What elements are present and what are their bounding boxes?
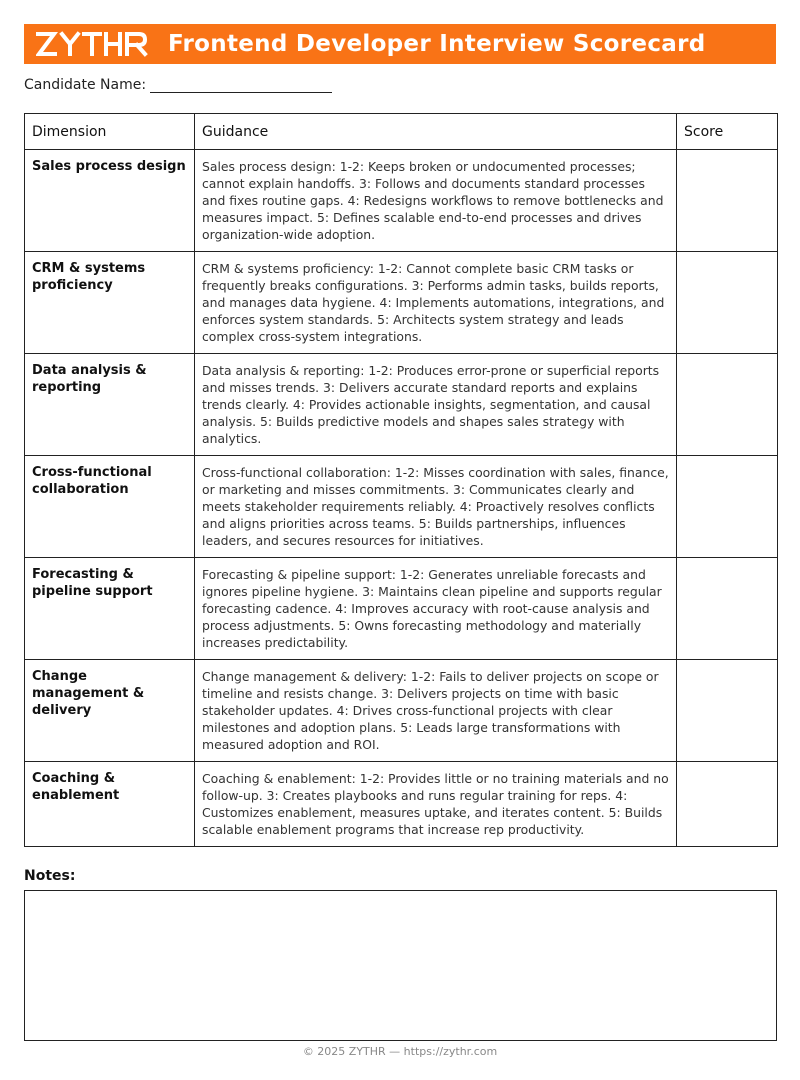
guidance-cell: Cross-functional collaboration: 1-2: Misses coordination with sales, finance, or marketing and misses commitments. 3: Communicates clearly and meets stakeholder requirements reliably. 4: Proactively resolves conflicts and aligns priorities across teams. 5: Builds partnerships, influences leaders, and secures resources for initiatives. xyxy=(195,456,677,558)
candidate-name-line[interactable] xyxy=(150,77,332,93)
notes-label: Notes: xyxy=(24,868,76,884)
column-header-score: Score xyxy=(677,114,778,150)
table-row xyxy=(25,252,778,354)
dimension-cell: Coaching & enablement xyxy=(25,762,195,847)
table-row xyxy=(25,558,778,660)
dimension-cell: Forecasting & pipeline support xyxy=(25,558,195,660)
guidance-cell: Data analysis & reporting: 1-2: Produces error-prone or superficial reports and misses trends. 3: Delivers accurate standard reports and explains trends clearly. 4: Provides actionable insights, segmentation, and causal analysis. 5: Builds predictive models and shapes sales strategy with analytics. xyxy=(195,354,677,456)
candidate-name-label: Candidate Name: xyxy=(24,77,147,93)
score-cell[interactable] xyxy=(677,558,778,660)
score-cell[interactable] xyxy=(677,354,778,456)
guidance-cell: Forecasting & pipeline support: 1-2: Generates unreliable forecasts and ignores pipeline hygiene. 3: Maintains clean pipeline and supports regular forecasting cadence. 4: Improves accuracy with root-cause analysis and process adjustments. 5: Owns forecasting methodology and materially increases predictability. xyxy=(195,558,677,660)
table-row xyxy=(25,150,778,252)
guidance-cell: CRM & systems proficiency: 1-2: Cannot complete basic CRM tasks or frequently breaks configurations. 3: Performs admin tasks, builds reports, and manages data hygiene. 4: Implements automations, integrations, and enforces system standards. 5: Architects system strategy and leads complex cross-system integrations. xyxy=(195,252,677,354)
table-row xyxy=(25,354,778,456)
score-cell[interactable] xyxy=(677,456,778,558)
zythr-logo xyxy=(36,31,148,57)
dimension-cell: Data analysis & reporting xyxy=(25,354,195,456)
table-row xyxy=(25,762,778,847)
score-cell[interactable] xyxy=(677,150,778,252)
column-header-guidance: Guidance xyxy=(195,114,677,150)
dimension-cell: CRM & systems proficiency xyxy=(25,252,195,354)
score-cell[interactable] xyxy=(677,762,778,847)
candidate-name-field xyxy=(24,77,332,93)
scorecard-table xyxy=(24,113,778,847)
footer-copyright: © 2025 ZYTHR — https://zythr.com xyxy=(302,1045,498,1058)
table-row xyxy=(25,456,778,558)
dimension-cell: Cross-functional collaboration xyxy=(25,456,195,558)
dimension-cell: Change management & delivery xyxy=(25,660,195,762)
guidance-cell: Change management & delivery: 1-2: Fails to deliver projects on scope or timeline and resists change. 3: Delivers projects on time with basic stakeholder updates. 4: Drives cross-functional projects with clear milestones and adoption plans. 5: Leads large transformations with measured adoption and ROI. xyxy=(195,660,677,762)
guidance-cell: Sales process design: 1-2: Keeps broken or undocumented processes; cannot explain handoffs. 3: Follows and documents standard processes and fixes routine gaps. 4: Redesigns workflows to remove bottlenecks and measures impact. 5: Defines scalable end-to-end processes and drives organization-wide adoption. xyxy=(195,150,677,252)
table-row xyxy=(25,660,778,762)
table-header-row xyxy=(25,114,778,150)
score-cell[interactable] xyxy=(677,660,778,762)
logo-icon xyxy=(36,31,148,57)
guidance-cell: Coaching & enablement: 1-2: Provides little or no training materials and no follow-up. 3: Creates playbooks and runs regular training for reps. 4: Customizes enablement, measures uptake, and iterates content. 5: Builds scalable enablement programs that increase rep productivity. xyxy=(195,762,677,847)
dimension-cell: Sales process design xyxy=(25,150,195,252)
score-cell[interactable] xyxy=(677,252,778,354)
notes-box[interactable] xyxy=(24,890,777,1041)
column-header-dimension: Dimension xyxy=(25,114,195,150)
page-title: Frontend Developer Interview Scorecard xyxy=(168,31,706,57)
header-bar xyxy=(24,24,776,64)
